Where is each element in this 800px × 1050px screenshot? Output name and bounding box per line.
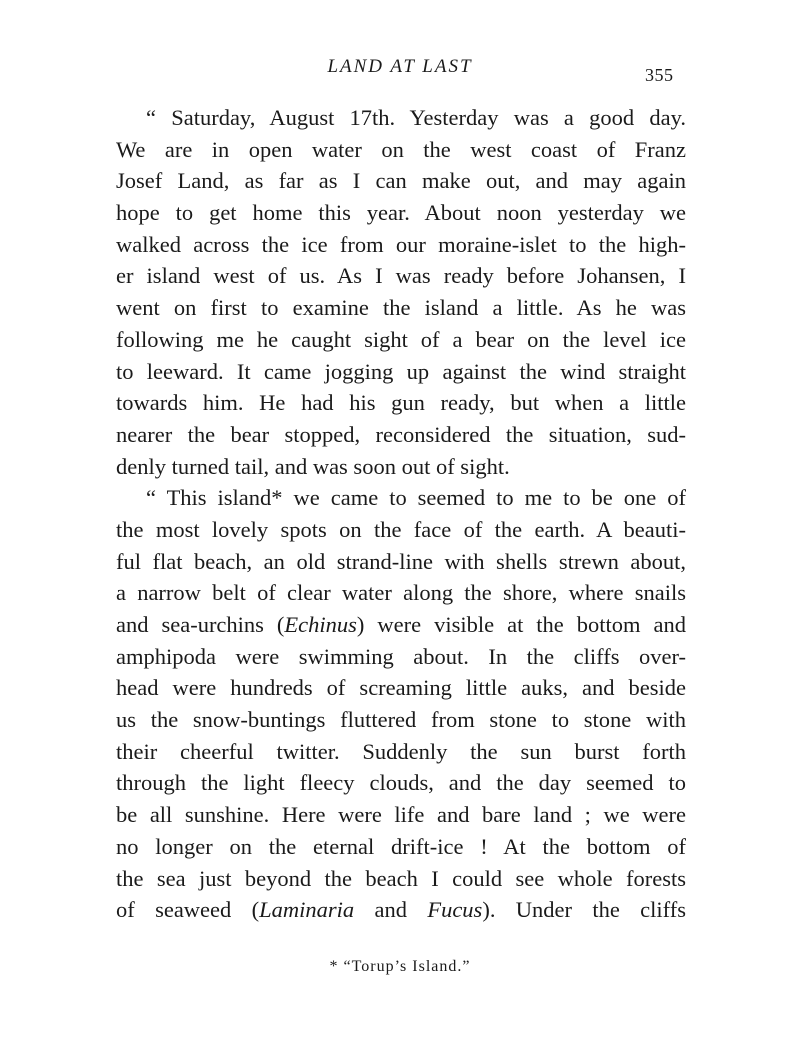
- text-segment: “ This island* we came to seemed to me to be one of: [146, 485, 686, 511]
- text-segment: no longer on the eternal drift-ice ! At the bottom of: [116, 833, 686, 859]
- text-line: [116, 482, 686, 514]
- text-segment: of seaweed (: [116, 897, 260, 923]
- text-segment: and: [354, 897, 428, 923]
- text-line: [116, 831, 686, 863]
- text-line: [116, 799, 686, 831]
- text-line: [116, 704, 686, 736]
- text-line: [116, 419, 686, 451]
- text-segment: head were hundreds of screaming little auks, and beside: [116, 675, 686, 701]
- text-segment: went on first to examine the island a little. As he was: [116, 295, 686, 321]
- text-line: [116, 356, 686, 388]
- text-segment: the sea just beyond the beach I could see whole forests: [116, 865, 686, 891]
- text-segment: the most lovely spots on the face of the earth. A beauti-: [116, 516, 686, 542]
- text-segment: ). Under the cliffs: [482, 897, 686, 923]
- text-segment: us the snow-buntings fluttered from stone to stone with: [116, 707, 686, 733]
- text-line: [116, 672, 686, 704]
- text-segment: ) were visible at the bottom and: [356, 612, 686, 637]
- text-segment: towards him. He had his gun ready, but when a little: [116, 390, 686, 416]
- text-line: [116, 577, 686, 609]
- footnote: * “Torup’s Island.”: [329, 958, 471, 975]
- paragraph: [116, 482, 686, 926]
- italic-text: Laminaria: [259, 897, 355, 923]
- text-segment: following me he caught sight of a bear on the level ice: [116, 326, 686, 352]
- text-line: [116, 292, 686, 324]
- text-line: [116, 863, 686, 895]
- text-line: [116, 229, 686, 261]
- text-line: [116, 767, 686, 799]
- text-segment: a narrow belt of clear water along the shore, where snails: [116, 580, 686, 606]
- italic-text: Echinus: [284, 612, 357, 637]
- text-line: [116, 165, 686, 197]
- running-title: LAND AT LAST: [327, 56, 473, 77]
- text-line: [116, 451, 686, 483]
- text-line: [116, 134, 686, 166]
- text-line: [116, 736, 686, 768]
- text-segment: be all sunshine. Here were life and bare land ; we were: [116, 802, 686, 828]
- text-line: [116, 641, 686, 673]
- text-segment: hope to get home this year. About noon yesterday we: [116, 200, 686, 226]
- text-line: [116, 514, 686, 546]
- text-segment: ful flat beach, an old strand-line with shells strewn about,: [116, 548, 686, 574]
- text-line: [116, 324, 686, 356]
- text-line: [116, 197, 686, 229]
- text-line: [116, 102, 686, 134]
- text-segment: nearer the bear stopped, reconsidered the situation, sud-: [116, 421, 686, 447]
- text-line: [116, 894, 686, 926]
- text-segment: er island west of us. As I was ready before Johansen, I: [116, 263, 686, 289]
- text-segment: and sea-urchins (: [116, 612, 285, 637]
- text-segment: We are in open water on the west coast of Franz: [116, 136, 686, 162]
- text-line: [116, 546, 686, 578]
- paragraph: [116, 102, 686, 482]
- text-segment: Josef Land, as far as I can make out, and may again: [116, 168, 686, 194]
- text-segment: denly turned tail, and was soon out of sight.: [116, 453, 510, 479]
- text-segment: amphipoda were swimming about. In the cliffs over-: [116, 643, 686, 669]
- page-number: 355: [645, 65, 674, 85]
- body-text: [116, 102, 686, 926]
- text-segment: to leeward. It came jogging up against the wind straight: [116, 358, 686, 384]
- text-line: [116, 609, 686, 641]
- text-segment: their cheerful twitter. Suddenly the sun burst forth: [116, 738, 686, 764]
- text-segment: through the light fleecy clouds, and the day seemed to: [116, 770, 686, 796]
- text-segment: walked across the ice from our moraine-islet to the high-: [116, 231, 686, 257]
- text-line: [116, 260, 686, 292]
- text-line: [116, 387, 686, 419]
- italic-text: Fucus: [427, 897, 483, 923]
- text-segment: “ Saturday, August 17th. Yesterday was a good day.: [146, 105, 686, 130]
